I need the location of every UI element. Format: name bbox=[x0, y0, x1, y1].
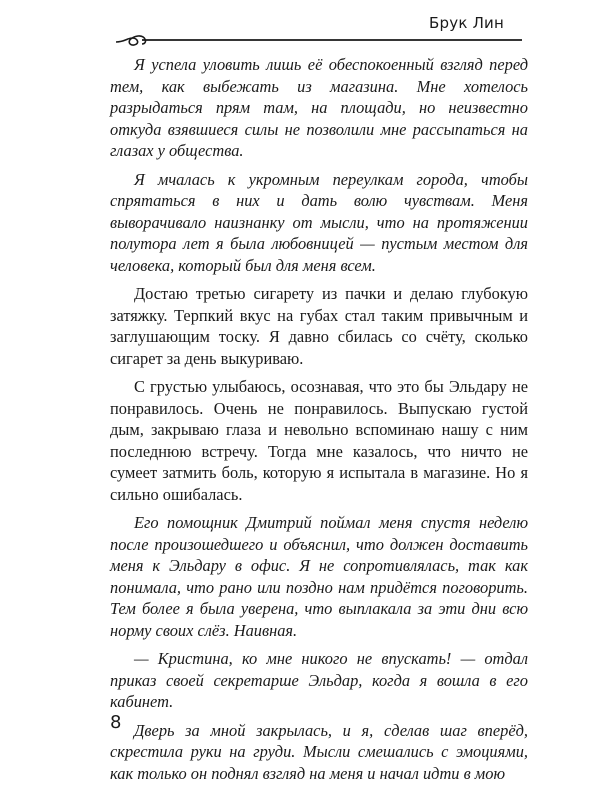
paragraph-4: С грустью улыбаюсь, осознавая, что это бы Эльдару не понравилось. Очень не понравилось. Выпускаю густой дым, закрываю глаза и невольно вспоминаю нашу с ним последнюю встречу. Тогда мне казалось, что ничто не сумеет затмить боль, которую я испытала в магазине. Но я сильно ошибалась. bbox=[110, 377, 528, 504]
flourish-icon bbox=[116, 36, 145, 45]
paragraph-6-dialogue: — Кристина, ко мне никого не впускать! — отдал приказ своей секретарше Эльдар, когда я вошла в его кабинет. bbox=[110, 649, 528, 711]
paragraph-3: Достаю третью сигарету из пачки и делаю глубокую затяжку. Терпкий вкус на губах стал таким привычным и заглушающим тоску. Я давно сбилась со счёту, сколько сигарет за день выкуриваю. bbox=[110, 284, 528, 368]
header-ornament-rule bbox=[112, 22, 524, 50]
paragraph-7: Дверь за мной закрылась, и я, сделав шаг вперёд, скрестила руки на груди. Мысли смешались с эмоциями, как только он поднял взгляд на меня и начал идти в мою bbox=[110, 720, 528, 783]
running-header-author: Брук Лин bbox=[429, 14, 504, 32]
page-number: 8 bbox=[110, 712, 122, 733]
paragraph-1: Я успела уловить лишь её обеспокоенный взгляд перед тем, как выбежать из магазина. Мне хотелось разрыдаться прям там, на площади, но неизвестно откуда взявшиеся силы не позволили мне рассыпаться на глазах у общества. bbox=[110, 55, 528, 160]
paragraph-5: Его помощник Дмитрий поймал меня спустя неделю после произошедшего и объяснил, что должен доставить меня к Эльдару в офис. Я не сопротивлялась, так как понимала, что рано или поздно нам придётся поговорить. Тем более я была уверена, что выплакала за эти дни всю норму своих слёз. Наивная. bbox=[110, 513, 528, 640]
page-body bbox=[110, 54, 528, 791]
paragraph-2: Я мчалась к укромным переулкам города, чтобы спрятаться в них и дать волю чувствам. Меня выворачивало наизнанку от мысли, что на протяжении полутора лет я была любовницей — пустым местом для человека, который был для меня всем. bbox=[110, 169, 528, 275]
